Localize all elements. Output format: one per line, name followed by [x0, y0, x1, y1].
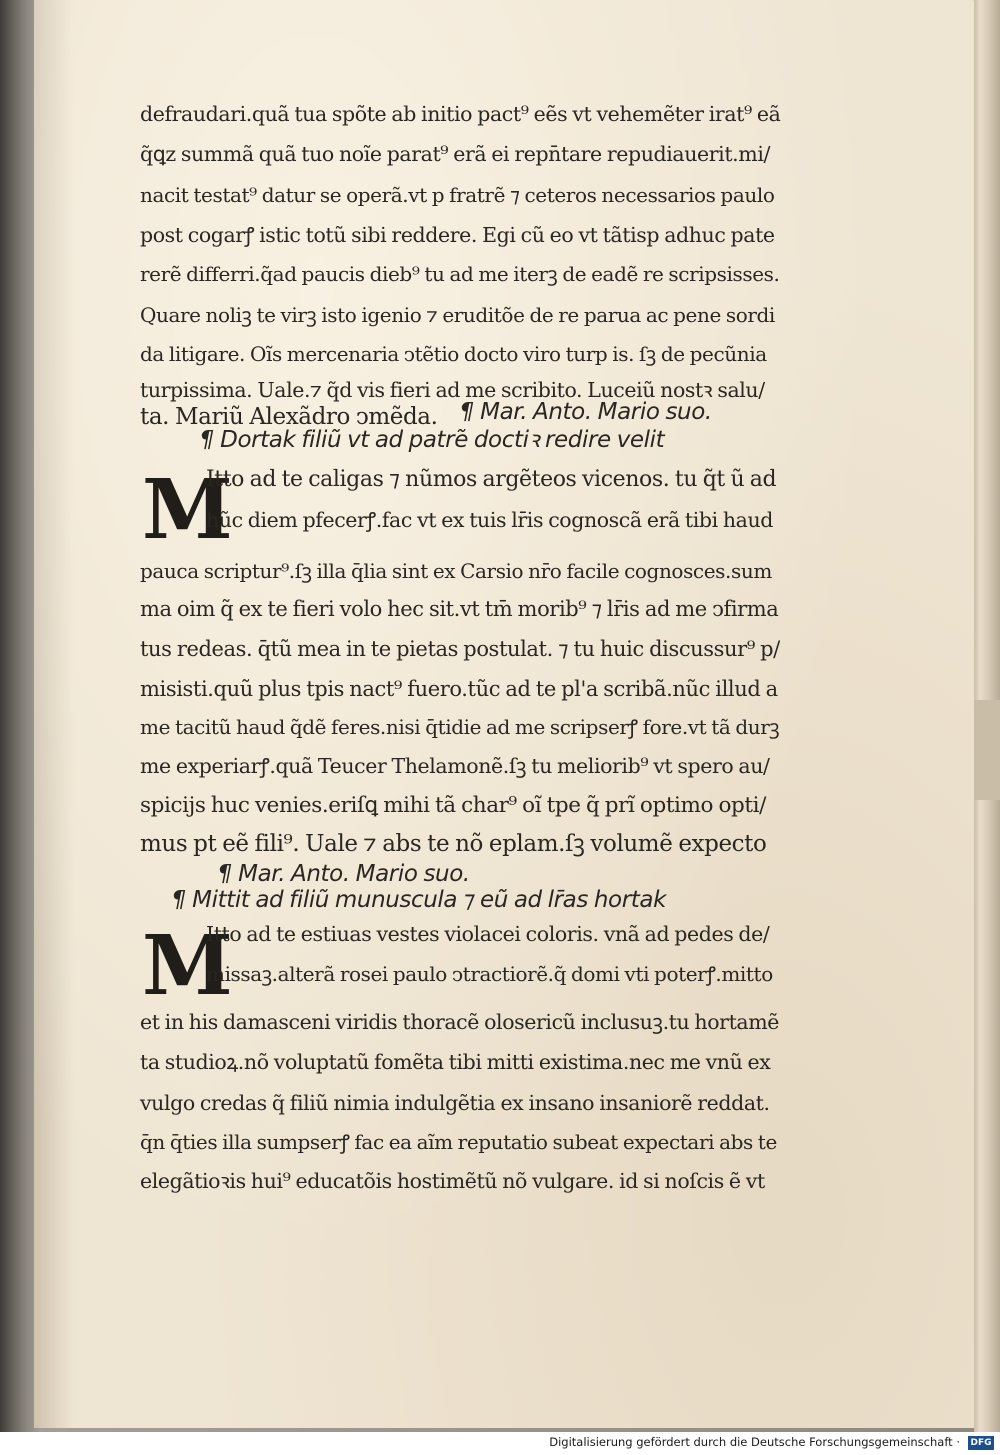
digitization-footer — [0, 1432, 1000, 1455]
text-line: nacit testat⁹ datur se operã.vt p fratrẽ ⁊ ceteros necessarios paulo — [140, 183, 775, 207]
text-line: elegãtioꝛis hui⁹ educatõis hostimẽtũ nõ vulgare. id si noſcis ẽ vt — [140, 1169, 765, 1193]
text-line: q̃ꝗz summã quã tuo noĩe parat⁹ erã ei repn̄tare repudiauerit.mi/ — [140, 142, 770, 166]
text-line: hũc diem pfecerꝭ.fac vt ex tuis lr̄is cognoscã erã tibi haud — [206, 508, 774, 532]
text-line: et in his damasceni viridis thoracẽ olosericũ inclusuꝫ.tu hortamẽ — [140, 1010, 780, 1034]
letter-summary: ¶ Dortak filiũ vt ad patrẽ doctiꝛ redire velit — [200, 427, 665, 453]
text-line: q̄n q̄ties illa sumpserꝭ fac ea aĩm reputatio subeat expectari abs te — [140, 1130, 777, 1154]
text-line: rerẽ differri.q̃ad paucis dieb⁹ tu ad me iterꝫ de eadẽ re scripsisses. — [140, 262, 780, 286]
text-line: tus redeas. q̄tũ mea in te pietas postulat. ⁊ tu huic discussur⁹ p/ — [140, 637, 780, 661]
text-line: post cogarꝭ istic totũ sibi reddere. Egi cũ eo vt tãtisp adhuc pate — [140, 223, 775, 247]
decorated-initial: M — [142, 462, 233, 558]
text-line: ma oim q̃ ex te fieri volo hec sit.vt tm̄ morib⁹ ⁊ lr̄is ad me ↄfirma — [140, 597, 779, 621]
dfg-logo: DFG — [968, 1436, 994, 1450]
letter-summary: ¶ Mittit ad filiũ munuscula ⁊ eũ ad lr̄as hortak — [172, 887, 666, 913]
funding-credit: Digitalisierung gefördert durch die Deutsche Forschungsgemeinschaft · — [549, 1435, 960, 1449]
text-line: defraudari.quã tua spõte ab initio pact⁹ eẽs vt vehemẽter irat⁹ eã — [140, 102, 781, 126]
letter-heading: ¶ Mar. Anto. Mario suo. — [460, 399, 712, 425]
text-line: misisti.quũ plus tpis nact⁹ fuero.tũc ad te pl'a scribã.nũc illud a — [140, 677, 778, 701]
text-line: Quare noliꝫ te virꝫ isto igenio ⁊ eruditõe de re parua ac pene sordi — [140, 303, 775, 327]
text-line: mus pt eẽ fili⁹. Uale ⁊ abs te nõ eplam.ſꝫ volumẽ expecto — [140, 831, 767, 857]
text-line: missaꝫ.alterã rosei paulo ↄtractiorẽ.q̃ domi vti poterꝭ.mitto — [206, 962, 773, 986]
decorated-initial: M — [142, 918, 233, 1014]
text-line: vulgo credas q̃ filiũ nimia indulgẽtia ex insano insaniorẽ reddat. — [140, 1091, 770, 1115]
text-line: me tacitũ haud q̃dẽ feres.nisi q̄tidie ad me scripserꝭ fore.vt tã durꝫ — [140, 715, 780, 739]
letter-heading: ¶ Mar. Anto. Mario suo. — [218, 861, 470, 887]
text-line: turpissima. Uale.⁊ q̃d vis fieri ad me scribito. Luceiũ nostꝛ salu/ — [140, 378, 765, 402]
page-fore-edge-notch — [974, 700, 1000, 800]
text-line: ta studioꝝ.nõ voluptatũ fomẽta tibi mitti existima.nec me vnũ ex — [140, 1050, 771, 1074]
text-line: ta. Mariũ Alexãdro ↄmẽda. — [140, 404, 438, 430]
text-line: me experiarꝭ.quã Teucer Thelamonẽ.ſꝫ tu meliorib⁹ vt spero au/ — [140, 754, 770, 778]
text-line: Itto ad te estiuas vestes violacei coloris. vnã ad pedes de/ — [206, 922, 770, 946]
text-line: da litigare. Oĩs mercenaria ↄtẽtio docto viro turp is. ſꝫ de pecũnia — [140, 342, 767, 366]
text-line: Itto ad te caligas ⁊ nũmos argẽteos vicenos. tu q̃t ũ ad — [206, 467, 777, 492]
text-line: pauca scriptur⁹.ſꝫ illa q̄lia sint ex Carsio nr̄o facile cognosces.sum — [140, 559, 772, 583]
text-line: spicijs huc venies.eriſꝗ mihi tã char⁹ oĩ tpe q̃ prĩ optimo opti/ — [140, 793, 766, 818]
